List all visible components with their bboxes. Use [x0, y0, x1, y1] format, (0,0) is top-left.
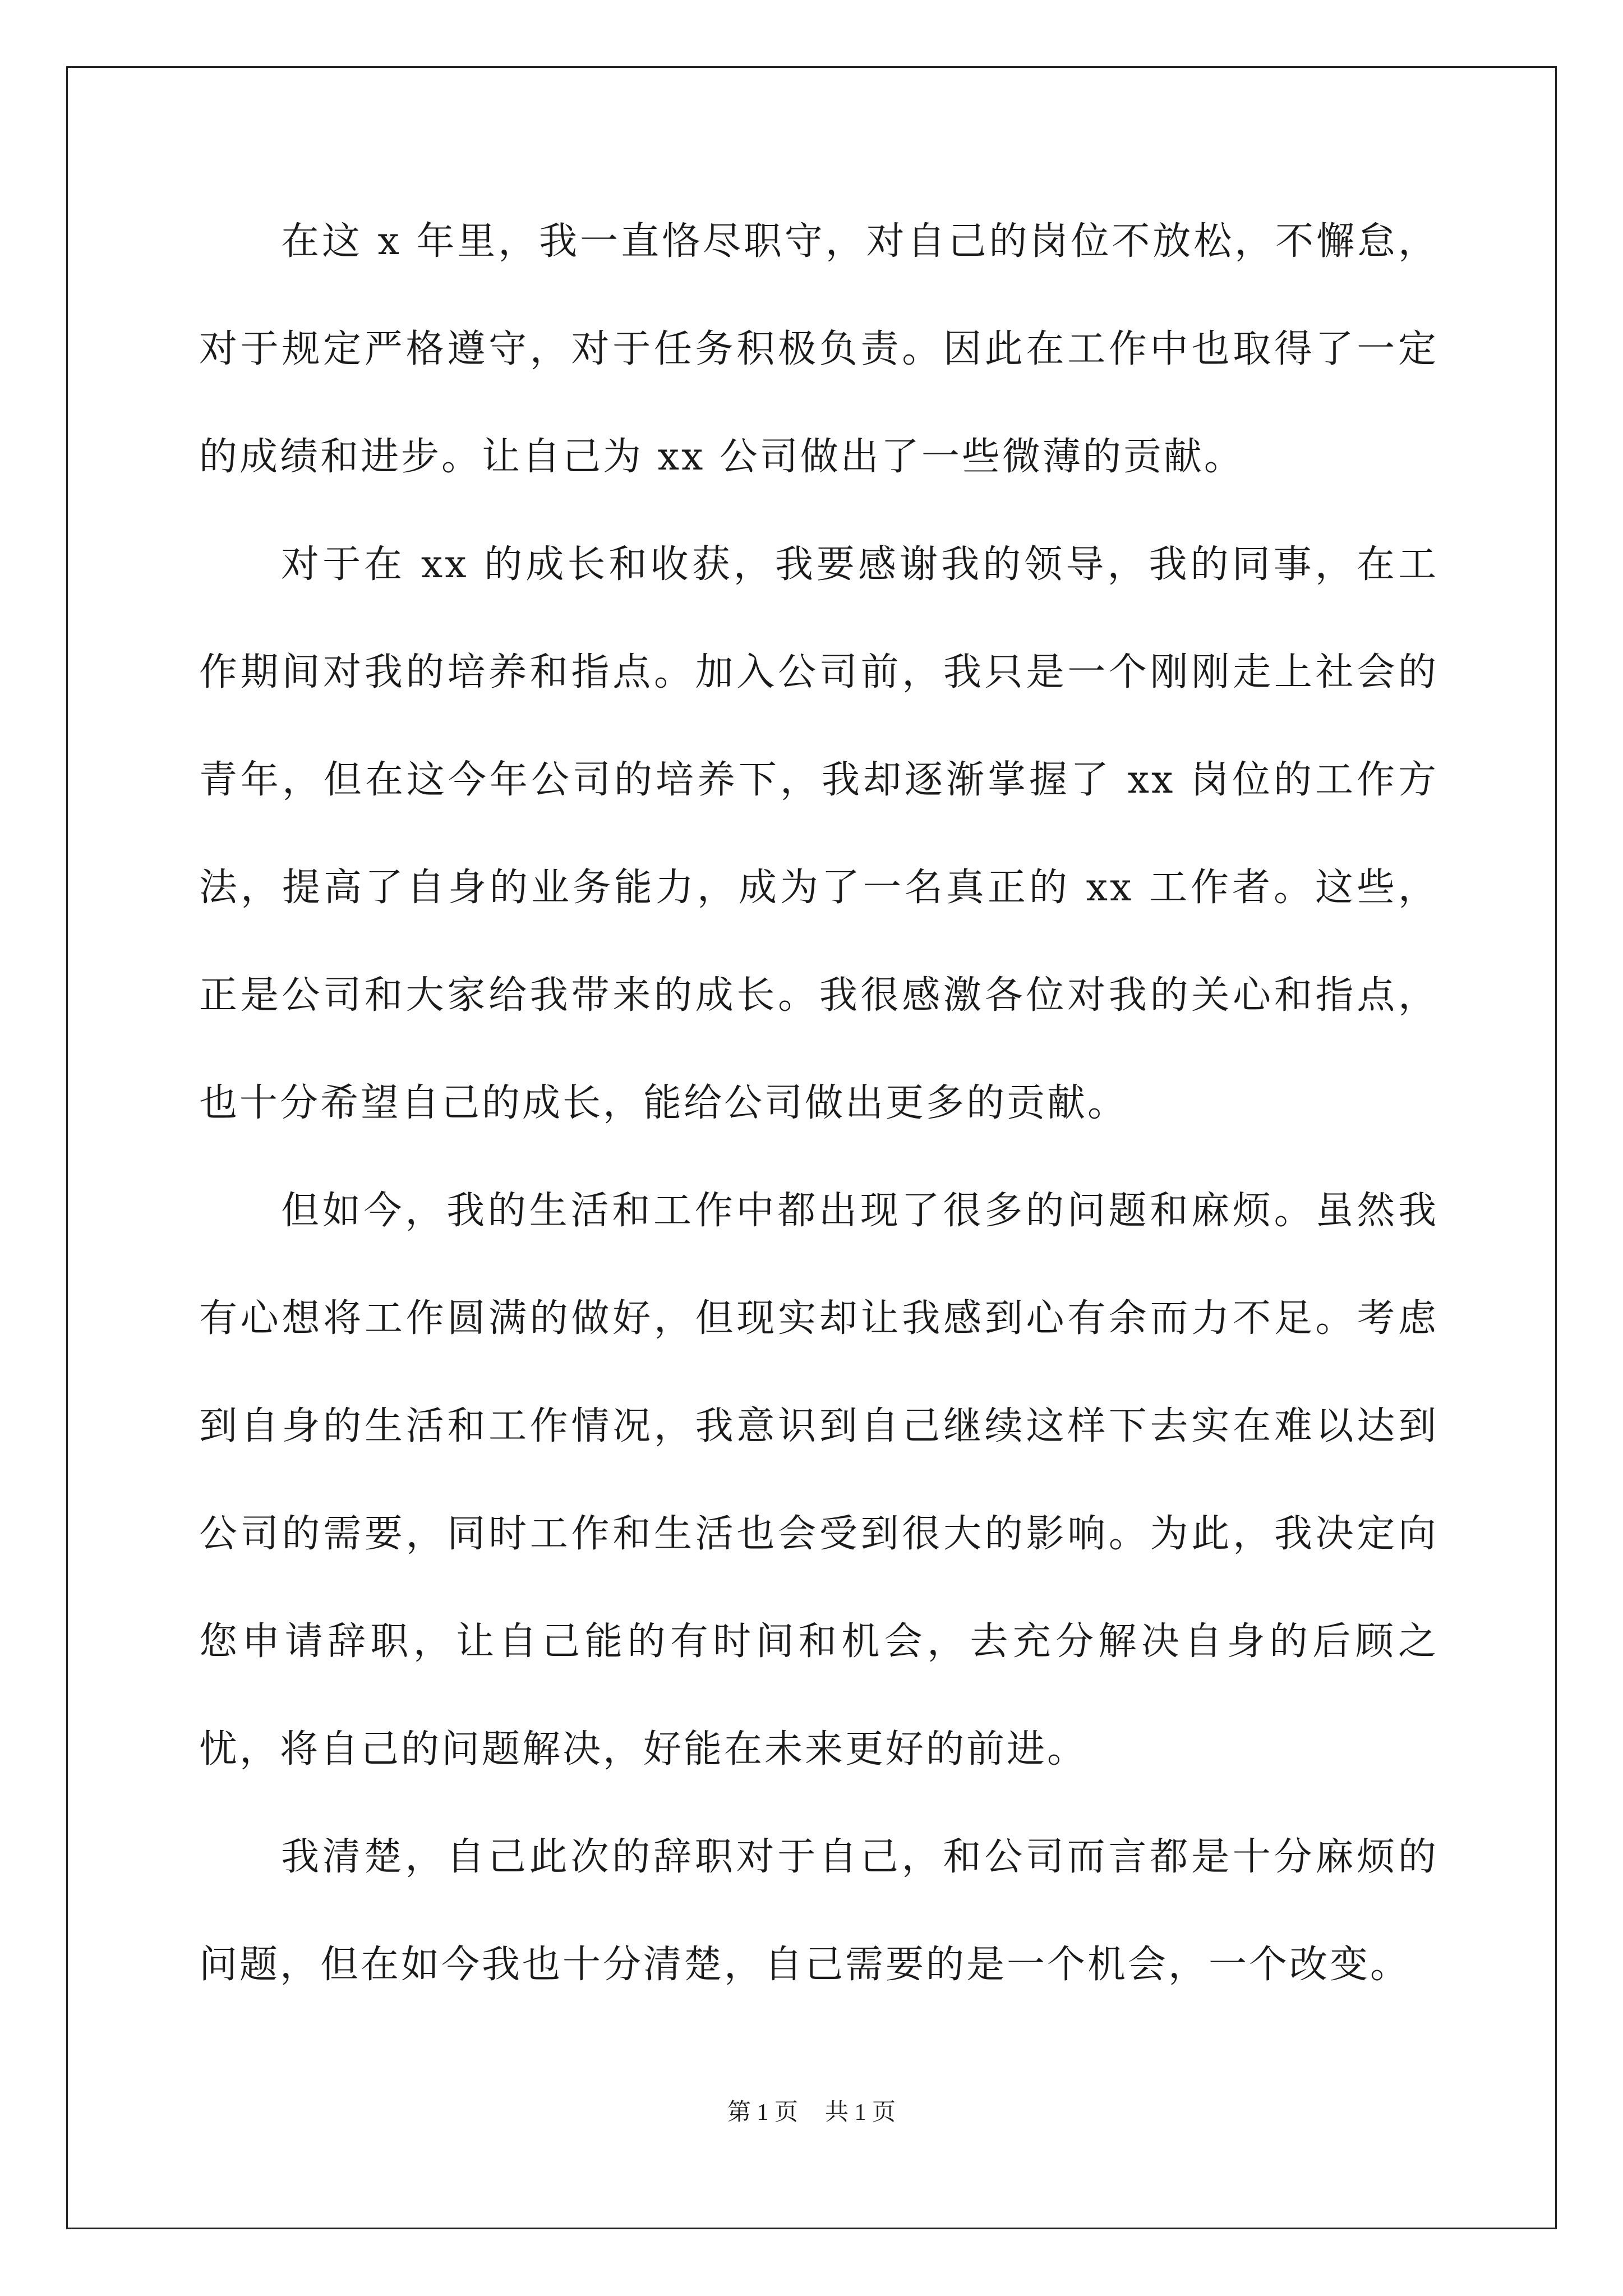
document-body: [199, 188, 1438, 2019]
paragraph-4: 我清楚，自己此次的辞职对于自己，和公司而言都是十分麻烦的问题，但在如今我也十分清楚，自己需要的是一个机会，一个改变。: [199, 1835, 1438, 1987]
page-number: 第 1 页: [727, 2100, 798, 2125]
paragraph-3: 但如今，我的生活和工作中都出现了很多的问题和麻烦。虽然我有心想将工作圆满的做好，但现实却让我感到心有余而力不足。考虑到自身的生活和工作情况，我意识到自己继续这样下去实在难以达到公司的需要，同时工作和生活也会受到很大的影响。为此，我决定向您申请辞职，让自己能的有时间和机会，去充分解决自身的后顾之忧，将自己的问题解决，好能在未来更好的前进。: [199, 1189, 1438, 1772]
page-footer: [0, 2093, 1623, 2127]
paragraph-2: 对于在 xx 的成长和收获，我要感谢我的领导，我的同事，在工作期间对我的培养和指点。加入公司前，我只是一个刚刚走上社会的青年，但在这今年公司的培养下，我却逐渐掌握了 xx 岗位的工作方法，提高了自身的业务能力，成为了一名真正的 xx 工作者。这些，正是公司和大家给我带来的成长。我很感激各位对我的关心和指点，也十分希望自己的成长，能给公司做出更多的贡献。: [199, 542, 1438, 1125]
page-total: 共 1 页: [825, 2100, 896, 2125]
paragraph-1: 在这 x 年里，我一直恪尽职守，对自己的岗位不放松，不懈怠，对于规定严格遵守，对于任务积极负责。因此在工作中也取得了一定的成绩和进步。让自己为 xx 公司做出了一些微薄的贡献。: [199, 219, 1438, 479]
